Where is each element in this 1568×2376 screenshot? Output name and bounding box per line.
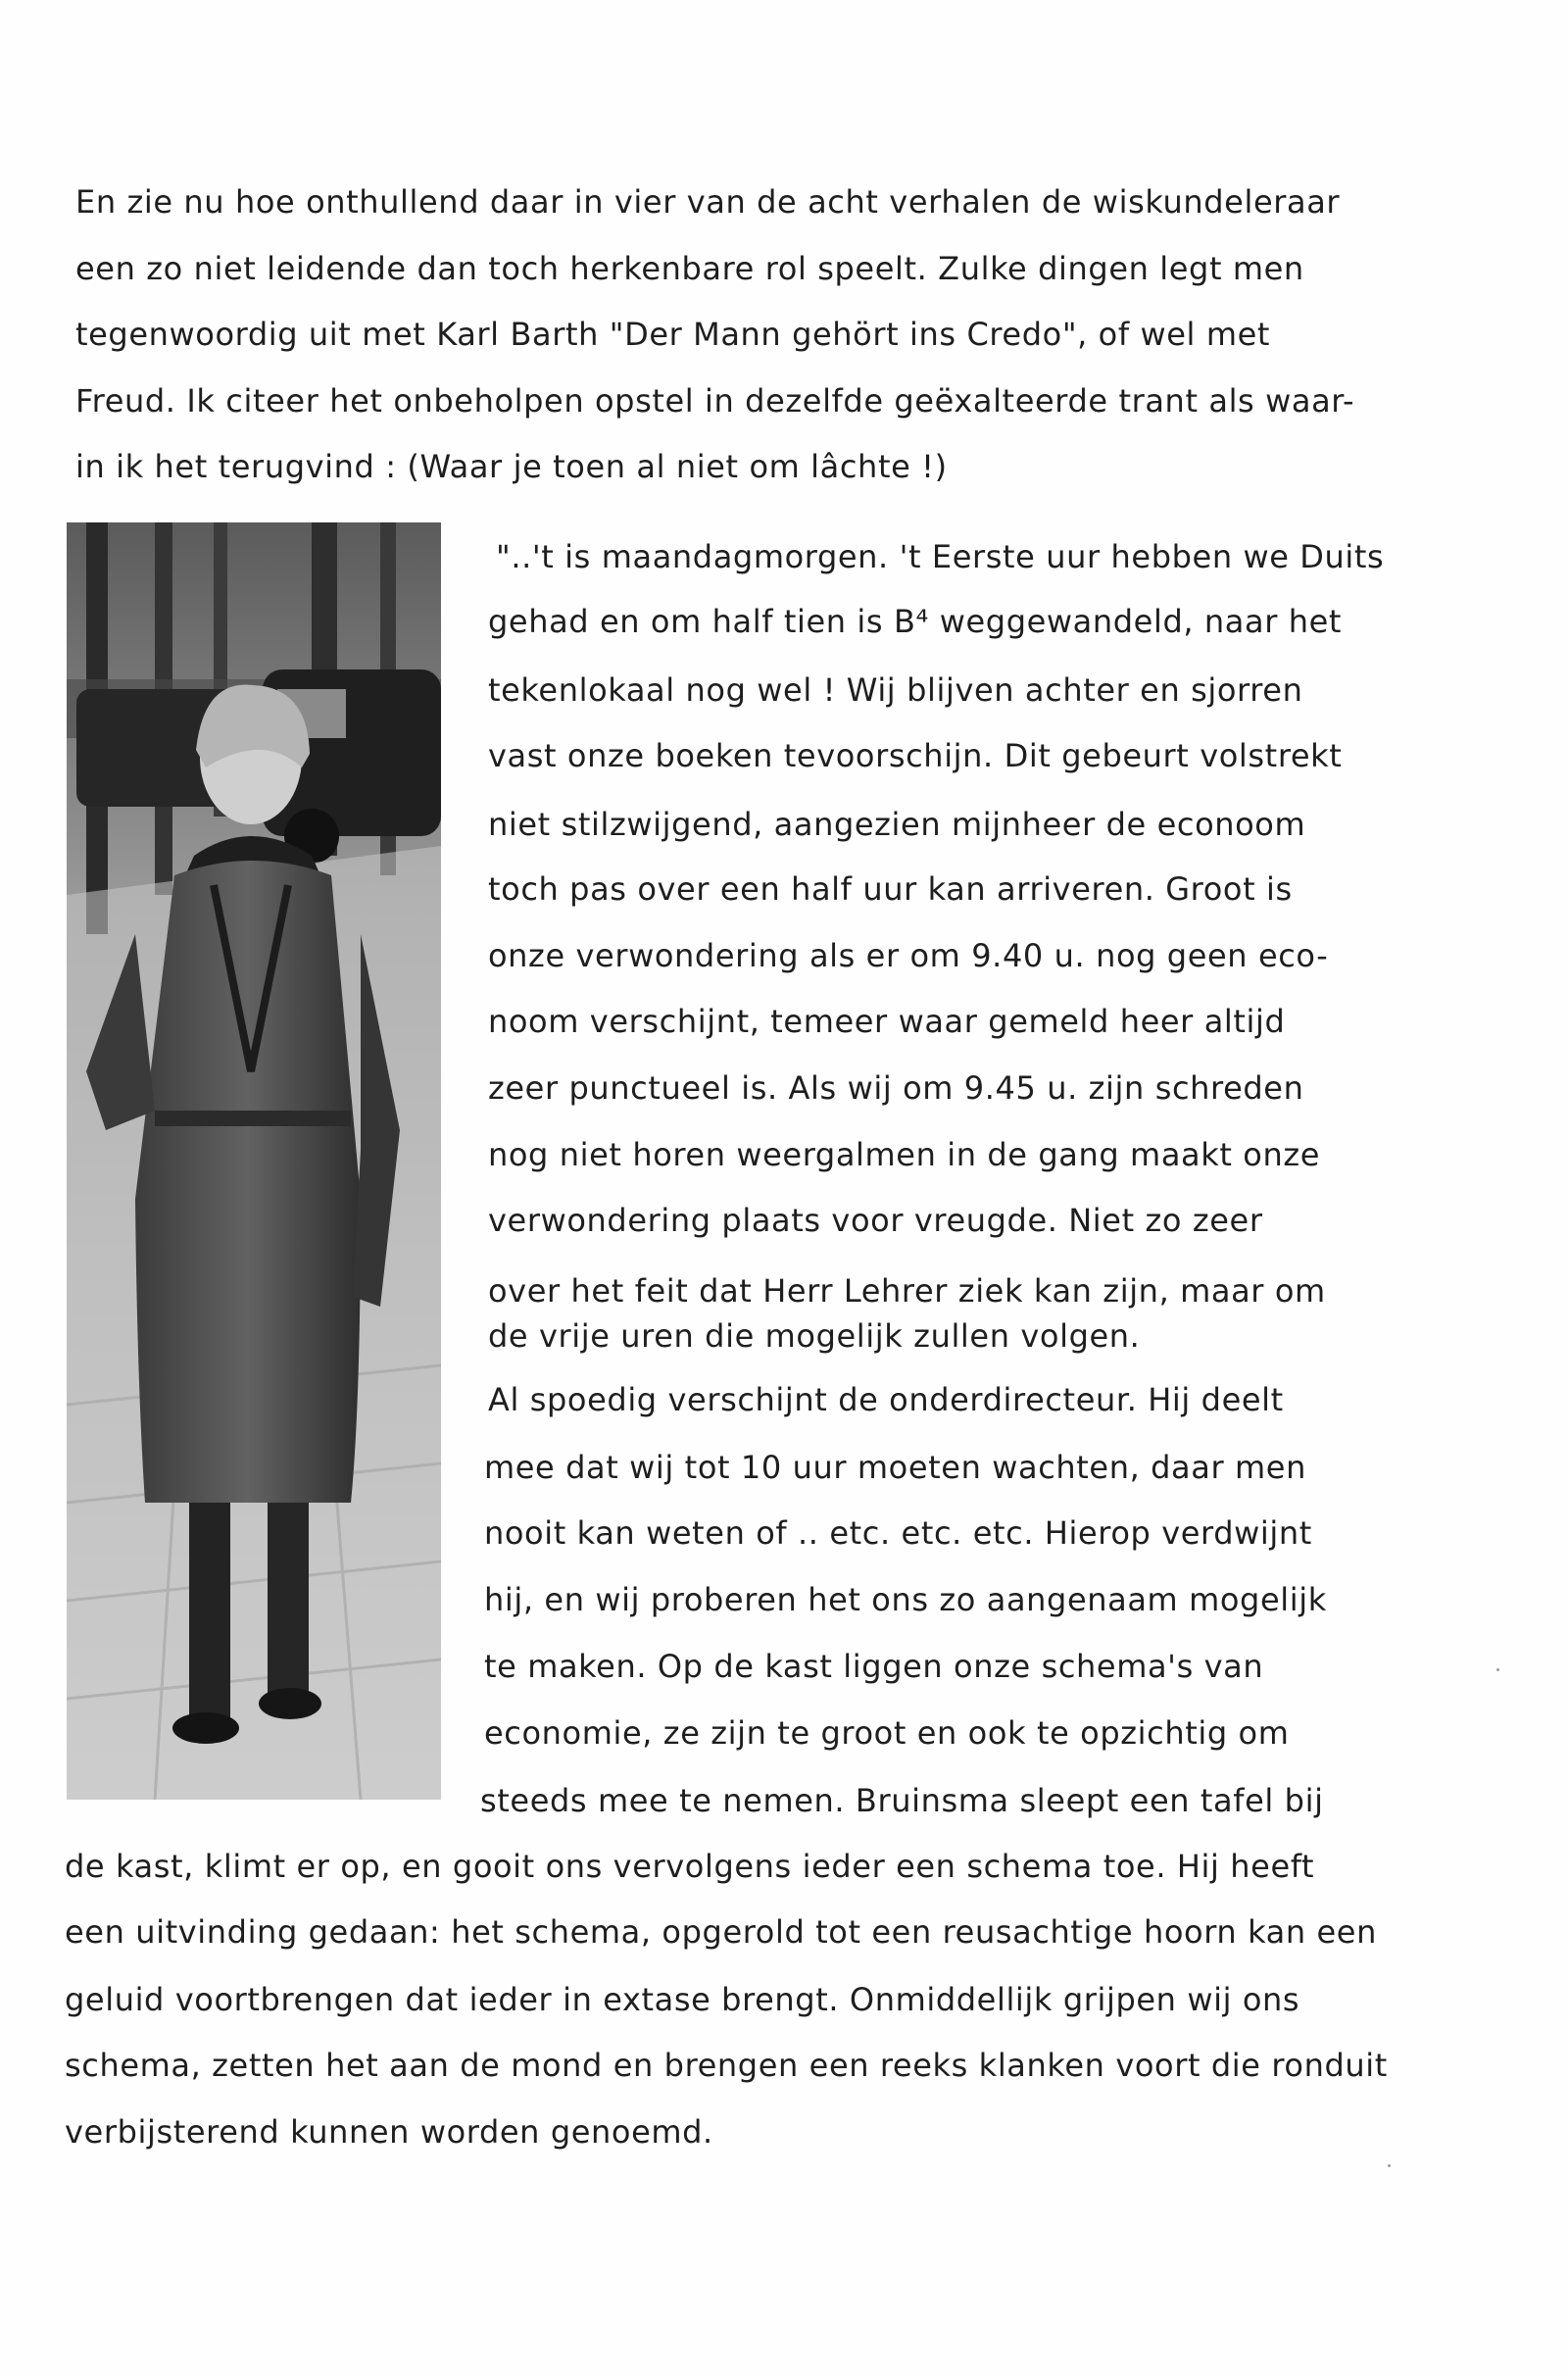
text-line: onze verwondering als er om 9.40 u. nog geen eco- xyxy=(488,937,1329,974)
text-line: Freud. Ik citeer het onbeholpen opstel in dezelfde geëxalteerde trant als waar- xyxy=(75,382,1355,420)
text-line: tegenwoordig uit met Karl Barth "Der Mann gehört ins Credo", of wel met xyxy=(75,316,1271,353)
text-line: noom verschijnt, temeer waar gemeld heer altijd xyxy=(488,1003,1286,1040)
text-line: hij, en wij proberen het ons zo aangenaam mogelijk xyxy=(484,1581,1327,1618)
text-line: de vrije uren die mogelijk zullen volgen. xyxy=(488,1317,1141,1355)
photo-girl-walking-street-icon xyxy=(67,522,441,1800)
text-line: een uitvinding gedaan: het schema, opgerold tot een reusachtige hoorn kan een xyxy=(65,1913,1377,1951)
text-line: nog niet horen weergalmen in de gang maakt onze xyxy=(488,1136,1321,1173)
text-line: tekenlokaal nog wel ! Wij blijven achter en sjorren xyxy=(488,671,1303,709)
text-line: gehad en om half tien is B⁴ weggewandeld, naar het xyxy=(488,603,1343,640)
paper-speck xyxy=(1388,2164,1391,2167)
text-line: mee dat wij tot 10 uur moeten wachten, daar men xyxy=(484,1449,1306,1486)
text-line: steeds mee te nemen. Bruinsma sleept een tafel bij xyxy=(480,1782,1324,1819)
text-line: zeer punctueel is. Als wij om 9.45 u. zijn schreden xyxy=(488,1069,1304,1107)
text-line: economie, ze zijn te groot en ook te opzichtig om xyxy=(484,1714,1290,1752)
text-line: over het feit dat Herr Lehrer ziek kan zijn, maar om xyxy=(488,1272,1326,1310)
text-line: schema, zetten het aan de mond en brengen een reeks klanken voort die ronduit xyxy=(65,2047,1388,2084)
text-line: geluid voortbrengen dat ieder in extase brengt. Onmiddellijk grijpen wij ons xyxy=(65,1981,1300,2018)
text-line: Al spoedig verschijnt de onderdirecteur. Hij deelt xyxy=(488,1381,1284,1418)
text-line: te maken. Op de kast liggen onze schema's van xyxy=(484,1648,1264,1685)
text-line: En zie nu hoe onthullend daar in vier van de acht verhalen de wiskundeleraar xyxy=(75,183,1341,221)
text-line: verwondering plaats voor vreugde. Niet zo zeer xyxy=(488,1202,1263,1239)
text-line: nooit kan weten of .. etc. etc. etc. Hierop verdwijnt xyxy=(484,1514,1312,1552)
text-line: niet stilzwijgend, aangezien mijnheer de econoom xyxy=(488,806,1306,843)
text-line: in ik het terugvind : (Waar je toen al niet om lâchte !) xyxy=(75,448,948,485)
text-line: verbijsterend kunnen worden genoemd. xyxy=(65,2113,713,2151)
text-line: "..'t is maandagmorgen. 't Eerste uur hebben we Duits xyxy=(496,538,1385,575)
text-line: een zo niet leidende dan toch herkenbare rol speelt. Zulke dingen legt men xyxy=(75,250,1304,287)
text-line: de kast, klimt er op, en gooit ons vervolgens ieder een schema toe. Hij heeft xyxy=(65,1848,1315,1885)
text-line: vast onze boeken tevoorschijn. Dit gebeurt volstrekt xyxy=(488,737,1343,774)
paper-speck xyxy=(1496,1668,1499,1671)
text-line: toch pas over een half uur kan arriveren. Groot is xyxy=(488,870,1293,908)
